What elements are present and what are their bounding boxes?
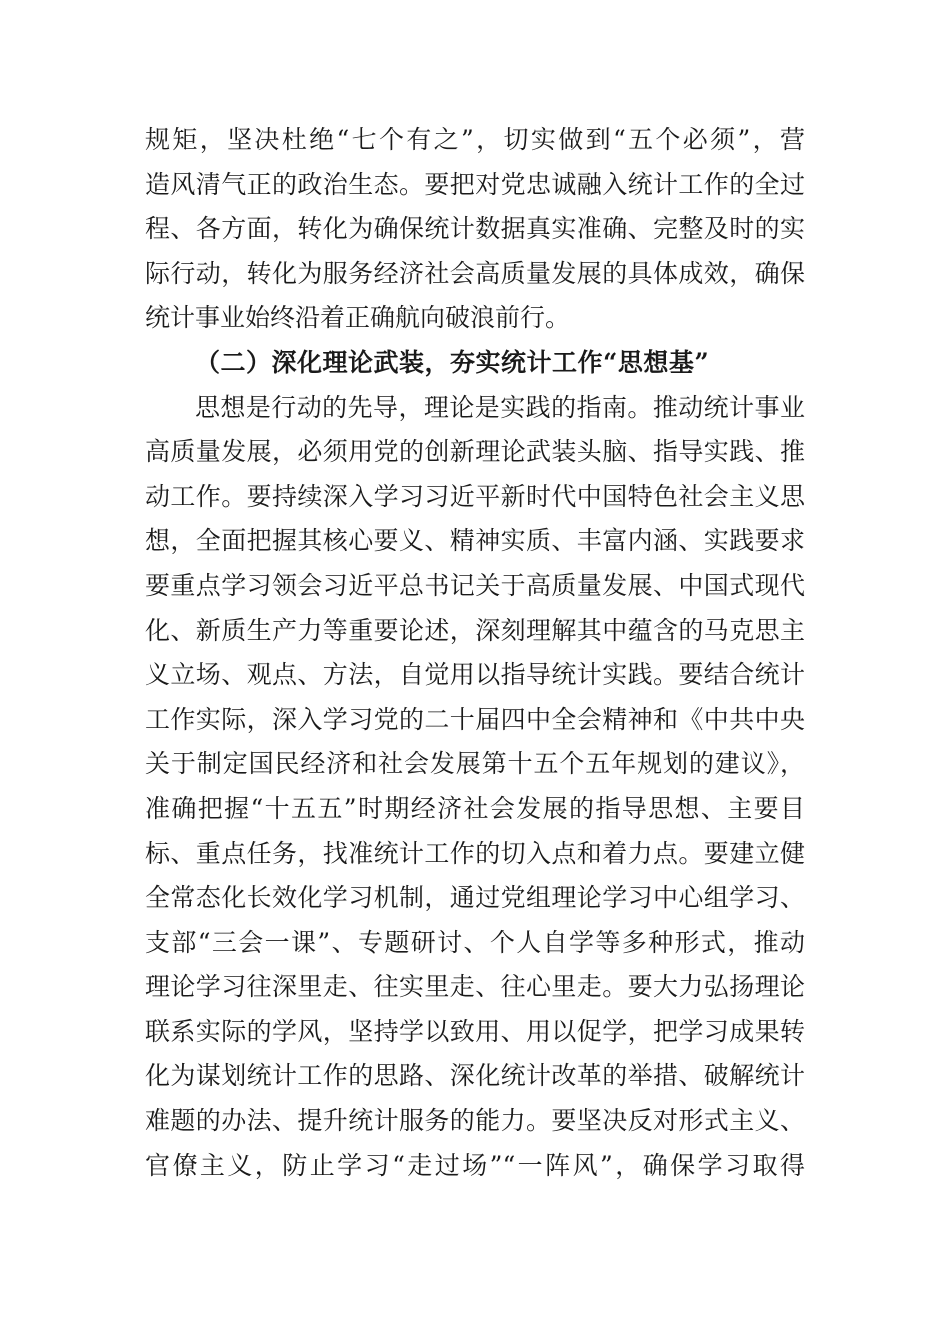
text-line: 支部“三会一课”、专题研讨、个人自学等多种形式，推动 xyxy=(145,927,805,957)
text-line: 关于制定国民经济和社会发展第十五个五年规划的建议》， xyxy=(145,749,805,779)
text-line: 标、重点任务，找准统计工作的切入点和着力点。要建立健 xyxy=(145,838,805,868)
text-line: 程、各方面，转化为确保统计数据真实准确、完整及时的实 xyxy=(145,214,805,244)
text-line: 理论学习往深里走、往实里走、往心里走。要大力弘扬理论 xyxy=(145,972,805,1002)
text-line: 思想是行动的先导，理论是实践的指南。推动统计事业 xyxy=(195,392,805,422)
text-line: 化为谋划统计工作的思路、深化统计改革的举措、破解统计 xyxy=(145,1061,805,1091)
paragraph-2 xyxy=(145,386,805,1189)
text-line: 想，全面把握其核心要义、精神实质、丰富内涵、实践要求 xyxy=(145,526,805,556)
text-line: 工作实际，深入学习党的二十届四中全会精神和《中共中央 xyxy=(145,704,805,734)
section-heading: （二）深化理论武装，夯实统计工作“思想基” xyxy=(195,347,710,377)
paragraph-1 xyxy=(145,118,805,341)
text-line: 难题的办法、提升统计服务的能力。要坚决反对形式主义、 xyxy=(145,1106,805,1136)
text-line: 际行动，转化为服务经济社会高质量发展的具体成效，确保 xyxy=(145,258,805,288)
text-line: 统计事业始终沿着正确航向破浪前行。 xyxy=(145,303,571,333)
text-line: 义立场、观点、方法，自觉用以指导统计实践。要结合统计 xyxy=(145,660,805,690)
text-line: 准确把握“十五五”时期经济社会发展的指导思想、主要目 xyxy=(145,793,805,823)
text-line: 全常态化长效化学习机制，通过党组理论学习中心组学习、 xyxy=(145,883,805,913)
text-line: 动工作。要持续深入学习习近平新时代中国特色社会主义思 xyxy=(145,481,805,511)
text-line: 联系实际的学风，坚持学以致用、用以促学，把学习成果转 xyxy=(145,1016,805,1046)
text-line: 官僚主义，防止学习“走过场”“一阵风”，确保学习取得 xyxy=(145,1150,805,1180)
text-line: 造风清气正的政治生态。要把对党忠诚融入统计工作的全过 xyxy=(145,169,805,199)
document-body xyxy=(145,118,805,1188)
text-line: 要重点学习领会习近平总书记关于高质量发展、中国式现代 xyxy=(145,570,805,600)
text-line: 规矩，坚决杜绝“七个有之”，切实做到“五个必须”，营 xyxy=(145,125,805,154)
text-line: 化、新质生产力等重要论述，深刻理解其中蕴含的马克思主 xyxy=(145,615,805,645)
text-line: 高质量发展，必须用党的创新理论武装头脑、指导实践、推 xyxy=(145,437,805,467)
